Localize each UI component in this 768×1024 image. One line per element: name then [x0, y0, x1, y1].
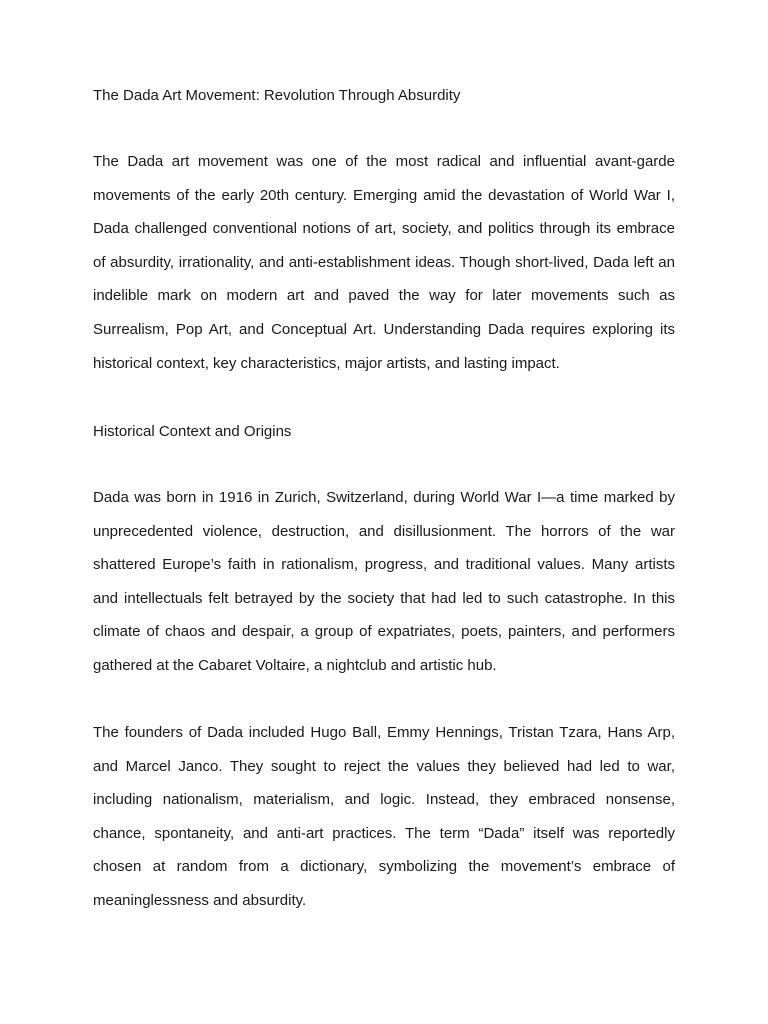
document-title: The Dada Art Movement: Revolution Through Absurdity	[93, 87, 461, 104]
founders-paragraph: The founders of Dada included Hugo Ball, Emmy Hennings, Tristan Tzara, Hans Arp, and Marcel Janco. They sought to reject the values they believed had led to war, including nationalism, materialism, and logic. Instead, they embraced nonsense, chance, spontaneity, and anti-art practices. The term “Dada” itself was reportedly chosen at random from a dictionary, symbolizing the movement’s embrace of meaninglessness and absurdity.	[93, 724, 675, 909]
intro-paragraph: The Dada art movement was one of the most radical and influential avant-garde movements of the early 20th century. Emerging amid the devastation of World War I, Dada challenged conventional notions of art, society, and politics through its embrace of absurdity, irrationality, and anti-establishment ideas. Though short-lived, Dada left an indelible mark on modern art and paved the way for later movements such as Surrealism, Pop Art, and Conceptual Art. Understanding Dada requires exploring its historical context, key characteristics, major artists, and lasting impact.	[93, 153, 675, 372]
section-heading: Historical Context and Origins	[93, 423, 292, 440]
origins-paragraph: Dada was born in 1916 in Zurich, Switzerland, during World War I—a time marked by unprecedented violence, destruction, and disillusionment. The horrors of the war shattered Europe’s faith in rationalism, progress, and traditional values. Many artists and intellectuals felt betrayed by the society that had led to such catastrophe. In this climate of chaos and despair, a group of expatriates, poets, painters, and performers gathered at the Cabaret Voltaire, a nightclub and artistic hub.	[93, 489, 675, 674]
